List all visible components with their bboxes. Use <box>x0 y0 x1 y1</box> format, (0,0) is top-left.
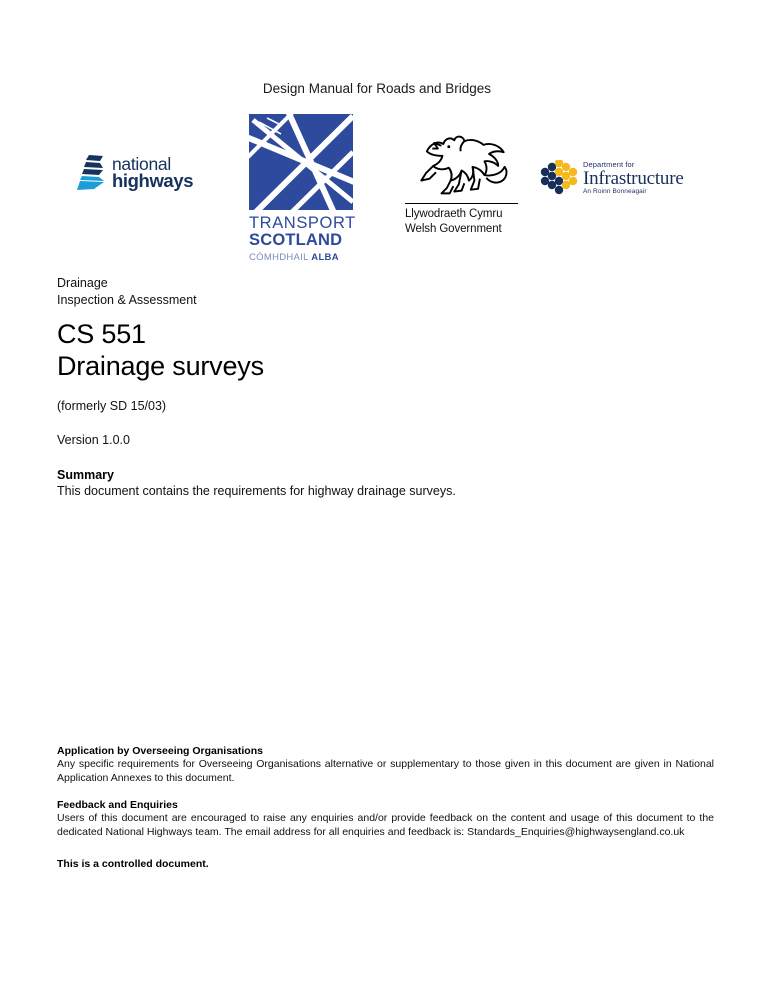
notes-spacer <box>57 786 714 798</box>
welsh-dragon-icon <box>405 130 530 200</box>
national-highways-wordmark <box>112 153 194 191</box>
feedback-heading: Feedback and Enquiries <box>57 799 178 812</box>
welsh-logo-divider <box>405 203 518 204</box>
transport-scotland-line-1: TRANSPORT <box>249 214 356 232</box>
infrastructure-dot-matrix-icon <box>540 160 578 196</box>
infrastructure-wordmark <box>583 161 684 195</box>
welsh-government-line-2: Welsh Government <box>405 222 502 235</box>
document-subseries: Inspection & Assessment <box>57 292 197 307</box>
document-title: Drainage surveys <box>57 350 264 381</box>
logo-strip <box>60 112 720 262</box>
transport-scotland-line-2: SCOTLAND <box>249 231 343 250</box>
document-code: CS 551 <box>57 319 146 349</box>
controlled-document-notice: This is a controlled document. <box>57 858 209 871</box>
document-version: Version 1.0.0 <box>57 432 130 447</box>
transport-scotland-gaelic <box>249 252 369 263</box>
document-series: Drainage <box>57 276 108 290</box>
welsh-government-line-1: Llywodraeth Cymru <box>405 208 503 220</box>
title-block <box>57 275 737 498</box>
ts-gaelic-1: CÒMHDHAIL <box>249 251 312 263</box>
transport-scotland-logo <box>249 114 369 263</box>
nh-word-line-2: highways <box>112 170 194 191</box>
dfi-line-1: Department for <box>583 160 635 169</box>
transport-scotland-roads-icon <box>249 114 353 210</box>
dfi-line-2: Infrastructure <box>583 167 684 189</box>
ts-gaelic-2: ALBA <box>311 251 339 263</box>
summary-heading: Summary <box>57 467 114 482</box>
application-body: Any specific requirements for Overseeing Organisations alternative or supplementary to those given in this document are given in National Application Annexes to this document. <box>57 758 714 785</box>
welsh-government-logo <box>405 130 530 236</box>
document-formerly: (formerly SD 15/03) <box>57 398 167 413</box>
page-title: Design Manual for Roads and Bridges <box>262 81 492 96</box>
feedback-body: Users of this document are encouraged to raise any enquiries and/or provide feedback on the content and usage of this document to the dedicated National Highways team. The email address for all enquiries and feedback is: Standards_Enquiries@highwaysengland.co.uk <box>57 812 714 839</box>
document-header <box>0 81 768 96</box>
summary-body: This document contains the requirements for highway drainage surveys. <box>57 483 456 498</box>
national-highways-logo <box>76 154 236 192</box>
application-heading: Application by Overseeing Organisations <box>57 745 263 757</box>
footer-notes <box>57 744 714 870</box>
department-for-infrastructure-logo <box>540 160 720 196</box>
dfi-line-3: An Roinn Bonneagair <box>583 187 647 195</box>
nh-word-line-1: national <box>112 153 171 174</box>
national-highways-road-mark-icon <box>76 154 106 192</box>
